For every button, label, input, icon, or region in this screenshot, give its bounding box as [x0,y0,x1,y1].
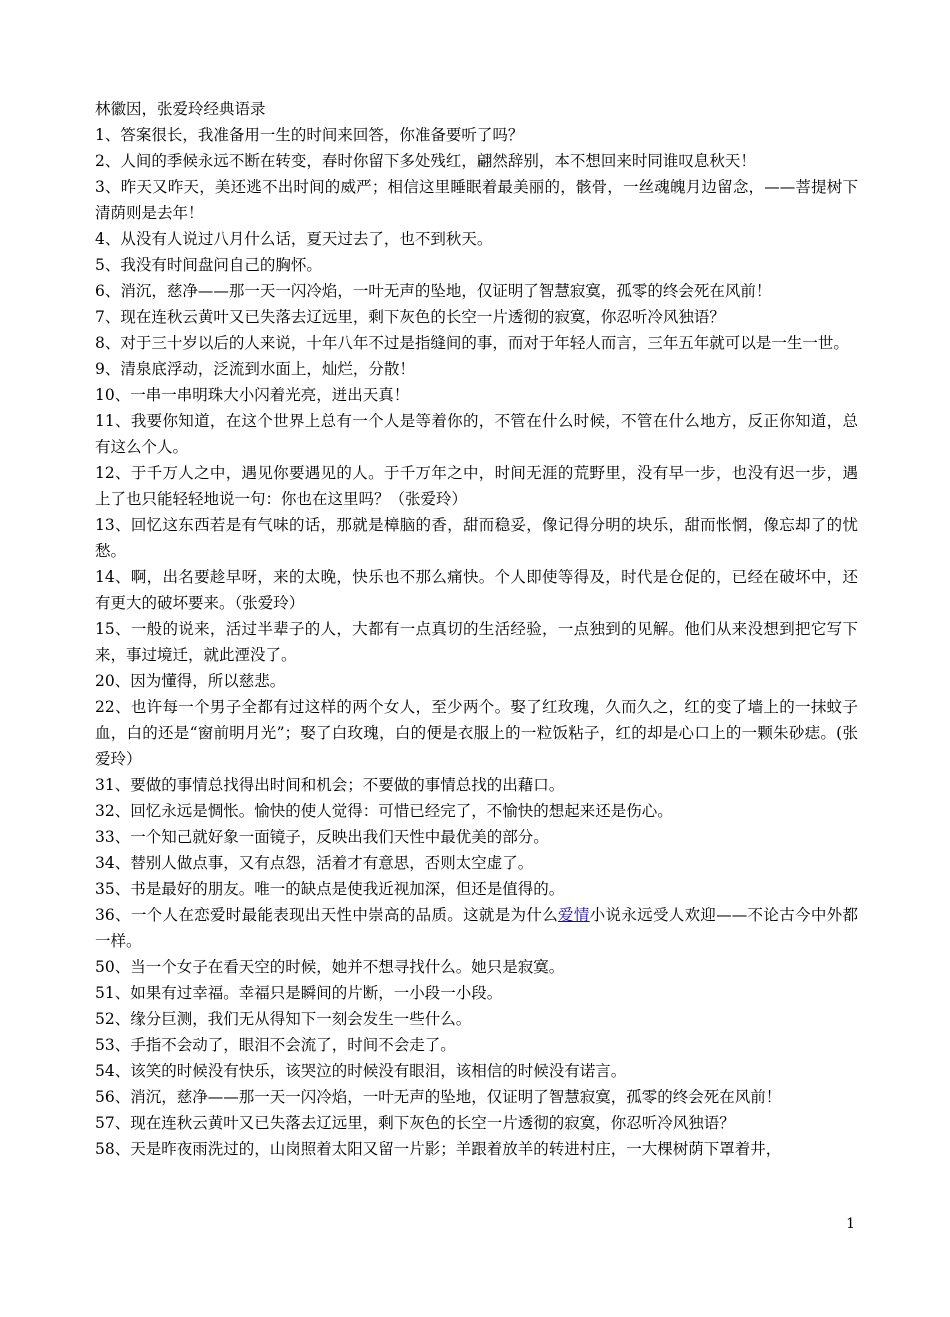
quote-line: 52、缘分巨测，我们无从得知下一刻会发生一些什么。 [95,1010,472,1028]
quote-line: 56、消沉，慈净——那一天一闪冷焰，一叶无声的坠地，仅证明了智慧寂寞，孤零的终会死在风前！ [95,1088,782,1106]
quote-line: 8、对于三十岁以后的人来说，十年八年不过是指缝间的事，而对于年轻人而言，三年五年就可以是一生一世。 [95,334,849,352]
quote-line: 3、昨天又昨天，美还逃不出时间的威严；相信这里睡眠着最美丽的，骸骨，一丝魂魄月边留念，——菩提树下清荫则是去年！ [95,178,858,222]
quote-line: 53、手指不会动了，眼泪不会流了，时间不会走了。 [95,1036,456,1054]
quote-text-after-link: 小说永远受人欢迎——不论古今中外都一样。 [95,906,858,950]
quote-line: 50、当一个女子在看天空的时候，她并不想寻找什么。她只是寂寞。 [95,958,565,976]
page-number: 1 [846,1216,855,1232]
quote-line: 58、天是昨夜雨洗过的，山岗照着太阳又留一片影；羊跟着放羊的转进村庄，一大棵树荫下罩着井， [95,1140,782,1158]
quote-line: 51、如果有过幸福。幸福只是瞬间的片断，一小段一小段。 [95,984,503,1002]
quote-line: 7、现在连秋云黄叶又已失落去辽远里，剩下灰色的长空一片透彻的寂寞，你忍听冷风独语？ [95,308,725,326]
quote-line: 33、一个知己就好象一面镜子，反映出我们天性中最优美的部分。 [95,828,549,846]
quote-line: 6、消沉，慈净——那一天一闪冷焰，一叶无声的坠地，仅证明了智慧寂寞，孤零的终会死在风前！ [95,282,772,300]
quote-line: 5、我没有时间盘问自己的胸怀。 [95,256,322,274]
quote-line: 54、该笑的时候没有快乐，该哭泣的时候没有眼泪，该相信的时候没有诺言。 [95,1062,627,1080]
quote-line: 57、现在连秋云黄叶又已失落去辽远里，剩下灰色的长空一片透彻的寂寞，你忍听冷风独语？ [95,1114,735,1132]
quote-line: 15、一般的说来，活过半辈子的人，大都有一点真切的生活经验，一点独到的见解。他们从来没想到把它写下来，事过境迁，就此湮没了。 [95,620,858,664]
quote-line: 22、也许每一个男子全都有过这样的两个女人，至少两个。娶了红玫瑰，久而久之，红的变了墙上的一抹蚊子血，白的还是“窗前明月光”；娶了白玫瑰，白的便是衣服上的一粒饭粘子，红的却是心口上的一颗朱砂痣。(张爱玲） [95,698,858,768]
quote-line-with-link [95,902,858,954]
quote-line: 12、于千万人之中，遇见你要遇见的人。于千万年之中，时间无涯的荒野里，没有早一步，也没有迟一步，遇上了也只能轻轻地说一句：你也在这里吗？（张爱玲） [95,464,858,508]
document-page [95,96,858,1162]
quote-line: 4、从没有人说过八月什么话，夏天过去了，也不到秋天。 [95,230,493,248]
quote-line: 32、回忆永远是惆怅。愉快的使人觉得：可惜已经完了，不愉快的想起来还是伤心。 [95,802,673,820]
quote-line: 9、清泉底浮动，泛流到水面上，灿烂，分散！ [95,360,415,378]
quote-line: 10、一串一串明珠大小闪着光亮，迸出天真！ [95,386,410,404]
quote-line: 34、替别人做点事，又有点怨，活着才有意思，否则太空虚了。 [95,854,534,872]
quote-line: 20、因为懂得，所以慈悲。 [95,672,286,690]
document-title: 林徽因，张爱玲经典语录 [95,100,266,118]
quote-line: 2、人间的季候永远不断在转变，春时你留下多处残红，翩然辞别，本不想回来时同谁叹息秋天！ [95,152,756,170]
quote-line: 35、书是最好的朋友。唯一的缺点是使我近视加深，但还是值得的。 [95,880,565,898]
quote-line: 31、要做的事情总找得出时间和机会；不要做的事情总找的出藉口。 [95,776,565,794]
quote-text-before-link: 36、一个人在恋爱时最能表现出天性中崇高的品质。这就是为什么 [95,906,559,924]
love-link[interactable]: 爱情 [558,906,590,924]
quote-line: 14、啊，出名要趁早呀，来的太晚，快乐也不那么痛快。个人即使等得及，时代是仓促的，已经在破坏中，还有更大的破坏要来。（张爱玲） [95,568,858,612]
quote-line: 11、我要你知道，在这个世界上总有一个人是等着你的，不管在什么时候，不管在什么地方，反正你知道，总有这么个人。 [95,412,858,456]
quote-line: 13、回忆这东西若是有气味的话，那就是樟脑的香，甜而稳妥，像记得分明的块乐，甜而怅惘，像忘却了的忧愁。 [95,516,858,560]
quote-line: 1、答案很长，我准备用一生的时间来回答，你准备要听了吗？ [95,126,524,144]
